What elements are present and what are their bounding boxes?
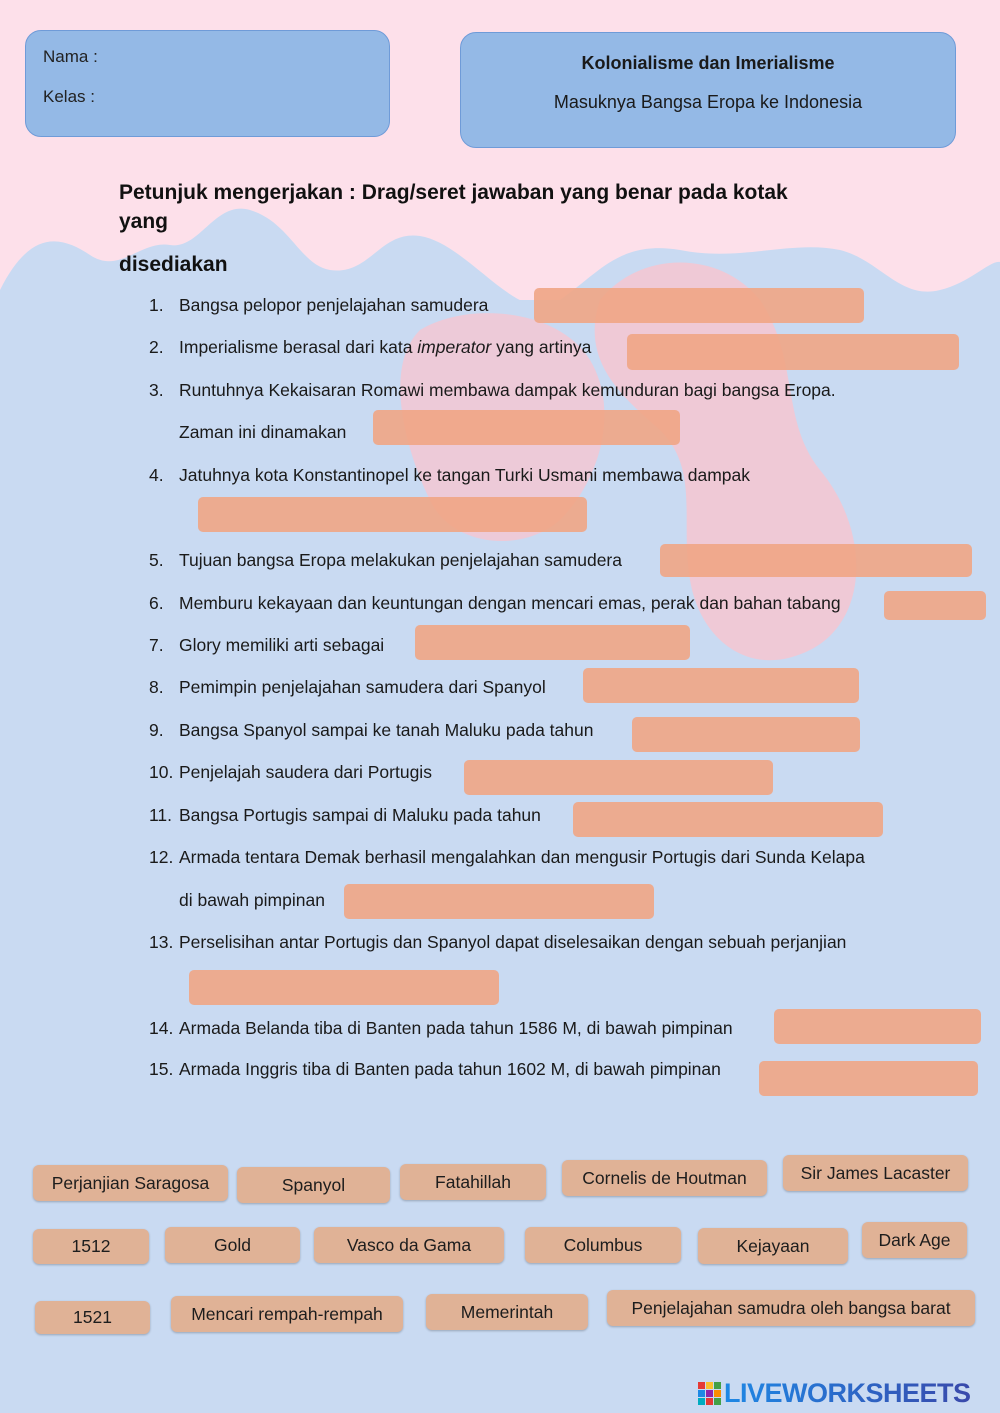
answer-chip-columbus[interactable]: Columbus [525,1227,681,1263]
question-3 [149,380,836,401]
answer-slot-2[interactable] [627,334,959,370]
answer-chip-spanyol[interactable]: Spanyol [237,1167,390,1203]
question-number: 11. [149,805,173,825]
question-9 [149,720,593,741]
answer-slot-7[interactable] [415,625,690,660]
question-number: 3. [149,380,164,400]
answer-slot-5[interactable] [660,544,972,577]
answer-slot-14[interactable] [774,1009,981,1044]
answer-chip-1521[interactable]: 1521 [35,1301,150,1334]
question-text: Bangsa Portugis sampai di Maluku pada tahun [179,805,541,825]
question-12-continuation: di bawah pimpinan [179,890,325,910]
question-number: 7. [149,635,164,655]
question-number: 4. [149,465,164,485]
instruction-line-1: Petunjuk mengerjakan : Drag/seret jawaban yang benar pada kotak [119,181,788,204]
question-number: 5. [149,550,164,570]
logo-square [706,1382,713,1389]
logo-square [714,1382,721,1389]
question-text: Armada Belanda tiba di Banten pada tahun 1586 M, di bawah pimpinan [179,1018,733,1038]
question-8 [149,677,546,698]
question-number: 2. [149,337,164,357]
answer-slot-1[interactable] [534,288,864,323]
question-10 [149,762,432,783]
question-7 [149,635,384,656]
question-number: 12. [149,847,174,867]
question-text: Glory memiliki arti sebagai [179,635,385,655]
logo-square [714,1398,721,1405]
answer-slot-10[interactable] [464,760,773,795]
logo-mark-icon [698,1382,721,1405]
answer-slot-13[interactable] [189,970,499,1005]
liveworksheets-logo [698,1378,971,1409]
instruction-line-3: disediakan [119,253,228,276]
question-text: yang artinya [491,337,592,357]
question-text: Tujuan bangsa Eropa melakukan penjelajahan samudera [179,550,622,570]
question-emphasis: imperator [417,337,492,357]
question-number: 15. [149,1059,174,1079]
question-number: 13. [149,932,174,952]
answer-chip-sir-james-lacaster[interactable]: Sir James Lacaster [783,1155,968,1191]
question-4 [149,465,750,486]
question-number: 6. [149,593,164,613]
answer-chip-memerintah[interactable]: Memerintah [426,1294,588,1330]
answer-chip-perjanjian-saragosa[interactable]: Perjanjian Saragosa [33,1165,228,1201]
question-2 [149,337,591,358]
answer-chip-vasco-da-gama[interactable]: Vasco da Gama [314,1227,504,1263]
answer-chip-dark-age[interactable]: Dark Age [862,1222,967,1258]
question-14 [149,1018,733,1039]
student-info-box [25,30,390,137]
question-text: Bangsa Spanyol sampai ke tanah Maluku pada tahun [179,720,594,740]
answer-slot-6[interactable] [884,591,986,620]
answer-chip-1512[interactable]: 1512 [33,1229,149,1264]
question-number: 14. [149,1018,174,1038]
question-text: Pemimpin penjelajahan samudera dari Spanyol [179,677,546,697]
logo-square [706,1390,713,1397]
answer-chip-penjelajahan-samudra[interactable]: Penjelajahan samudra oleh bangsa barat [607,1290,975,1326]
nama-label: Nama : [43,47,98,66]
question-3-continuation: Zaman ini dinamakan [179,422,347,442]
question-text: Runtuhnya Kekaisaran Romawi membawa dampak kemunduran bagi bangsa Eropa. [179,380,836,400]
logo-square [698,1390,705,1397]
answer-slot-4[interactable] [198,497,587,532]
logo-square [706,1398,713,1405]
logo-square [714,1390,721,1397]
logo-square [698,1398,705,1405]
answer-slot-3[interactable] [373,410,680,445]
question-15 [149,1059,721,1080]
question-11 [149,805,541,826]
title-box [460,32,956,148]
answer-chip-fatahillah[interactable]: Fatahillah [400,1164,546,1200]
worksheet-title: Kolonialisme dan Imerialisme [581,53,835,73]
question-text: Armada tentara Demak berhasil mengalahkan dan mengusir Portugis dari Sunda Kelapa [179,847,865,867]
question-number: 8. [149,677,164,697]
answer-slot-8[interactable] [583,668,859,703]
instruction-line-2: yang [119,210,169,233]
logo-square [698,1382,705,1389]
question-text: Memburu kekayaan dan keuntungan dengan mencari emas, perak dan bahan tabang [179,593,841,613]
question-text: Armada Inggris tiba di Banten pada tahun 1602 M, di bawah pimpinan [179,1059,721,1079]
answer-slot-12[interactable] [344,884,654,919]
answer-slot-11[interactable] [573,802,883,837]
question-5 [149,550,622,571]
answer-chip-gold[interactable]: Gold [165,1227,300,1263]
question-text: Penjelajah saudera dari Portugis [179,762,432,782]
question-number: 9. [149,720,164,740]
question-number: 10. [149,762,174,782]
answer-chip-kejayaan[interactable]: Kejayaan [698,1228,848,1264]
question-text: Jatuhnya kota Konstantinopel ke tangan Turki Usmani membawa dampak [179,465,751,485]
answer-slot-15[interactable] [759,1061,978,1096]
answer-chip-mencari-rempah[interactable]: Mencari rempah-rempah [171,1296,403,1332]
question-number: 1. [149,295,164,315]
kelas-label: Kelas : [43,87,95,106]
question-1 [149,295,488,316]
question-12 [149,847,865,868]
answer-chip-cornelis-de-houtman[interactable]: Cornelis de Houtman [562,1160,767,1196]
answer-slot-9[interactable] [632,717,860,752]
question-text: Imperialisme berasal dari kata [179,337,418,357]
question-6 [149,593,841,614]
worksheet-subtitle: Masuknya Bangsa Eropa ke Indonesia [553,92,863,112]
question-text: Bangsa pelopor penjelajahan samudera [179,295,489,315]
question-13 [149,932,846,953]
logo-text: LIVEWORKSHEETS [724,1378,971,1408]
question-text: Perselisihan antar Portugis dan Spanyol dapat diselesaikan dengan sebuah perjanjian [179,932,847,952]
